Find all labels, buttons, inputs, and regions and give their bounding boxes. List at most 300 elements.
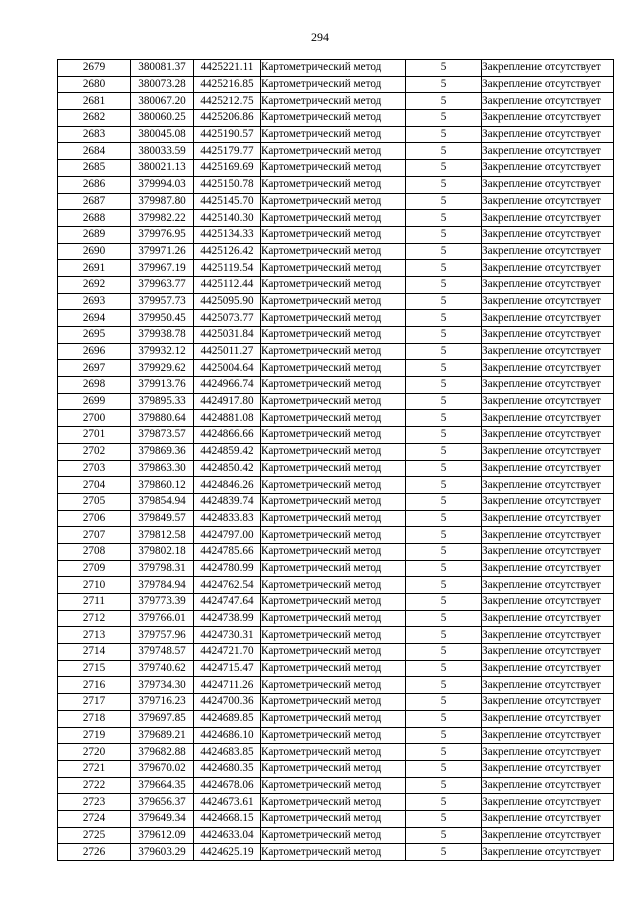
point-number-cell: 2707 — [58, 527, 131, 544]
table-row — [58, 310, 614, 327]
accuracy-cell: 5 — [406, 727, 482, 744]
y-coordinate-cell: 4424762.54 — [194, 577, 261, 594]
accuracy-cell: 5 — [406, 694, 482, 711]
accuracy-cell: 5 — [406, 343, 482, 360]
table-row — [58, 510, 614, 527]
accuracy-cell: 5 — [406, 377, 482, 394]
y-coordinate-cell: 4425126.42 — [194, 243, 261, 260]
y-coordinate-cell: 4424721.70 — [194, 644, 261, 661]
table-row — [58, 360, 614, 377]
table-row — [58, 760, 614, 777]
fixing-cell: Закрепление отсутствует — [482, 677, 614, 694]
x-coordinate-cell: 380021.13 — [131, 160, 194, 177]
y-coordinate-cell: 4425212.75 — [194, 93, 261, 110]
accuracy-cell: 5 — [406, 844, 482, 861]
table-row — [58, 293, 614, 310]
y-coordinate-cell: 4425140.30 — [194, 210, 261, 227]
table-row — [58, 844, 614, 861]
method-cell: Картометрический метод — [261, 560, 406, 577]
point-number-cell: 2710 — [58, 577, 131, 594]
method-cell: Картометрический метод — [261, 794, 406, 811]
y-coordinate-cell: 4424673.61 — [194, 794, 261, 811]
point-number-cell: 2688 — [58, 210, 131, 227]
accuracy-cell: 5 — [406, 427, 482, 444]
method-cell: Картометрический метод — [261, 493, 406, 510]
method-cell: Картометрический метод — [261, 110, 406, 127]
x-coordinate-cell: 379869.36 — [131, 443, 194, 460]
table-row — [58, 694, 614, 711]
y-coordinate-cell: 4425221.11 — [194, 60, 261, 77]
x-coordinate-cell: 379938.78 — [131, 327, 194, 344]
method-cell: Картометрический метод — [261, 410, 406, 427]
accuracy-cell: 5 — [406, 176, 482, 193]
fixing-cell: Закрепление отсутствует — [482, 794, 614, 811]
accuracy-cell: 5 — [406, 310, 482, 327]
y-coordinate-cell: 4424668.15 — [194, 810, 261, 827]
x-coordinate-cell: 379971.26 — [131, 243, 194, 260]
method-cell: Картометрический метод — [261, 427, 406, 444]
y-coordinate-cell: 4424738.99 — [194, 610, 261, 627]
fixing-cell: Закрепление отсутствует — [482, 594, 614, 611]
table-row — [58, 193, 614, 210]
x-coordinate-cell: 379734.30 — [131, 677, 194, 694]
point-number-cell: 2726 — [58, 844, 131, 861]
x-coordinate-cell: 379689.21 — [131, 727, 194, 744]
table-row — [58, 460, 614, 477]
y-coordinate-cell: 4424797.00 — [194, 527, 261, 544]
y-coordinate-cell: 4424785.66 — [194, 543, 261, 560]
fixing-cell: Закрепление отсутствует — [482, 260, 614, 277]
table-row — [58, 60, 614, 77]
method-cell: Картометрический метод — [261, 377, 406, 394]
accuracy-cell: 5 — [406, 560, 482, 577]
y-coordinate-cell: 4425179.77 — [194, 143, 261, 160]
method-cell: Картометрический метод — [261, 293, 406, 310]
method-cell: Картометрический метод — [261, 644, 406, 661]
x-coordinate-cell: 379929.62 — [131, 360, 194, 377]
y-coordinate-cell: 4425145.70 — [194, 193, 261, 210]
accuracy-cell: 5 — [406, 210, 482, 227]
method-cell: Картометрический метод — [261, 160, 406, 177]
fixing-cell: Закрепление отсутствует — [482, 727, 614, 744]
method-cell: Картометрический метод — [261, 710, 406, 727]
y-coordinate-cell: 4425073.77 — [194, 310, 261, 327]
method-cell: Картометрический метод — [261, 260, 406, 277]
x-coordinate-cell: 379773.39 — [131, 594, 194, 611]
method-cell: Картометрический метод — [261, 777, 406, 794]
point-number-cell: 2713 — [58, 627, 131, 644]
method-cell: Картометрический метод — [261, 510, 406, 527]
x-coordinate-cell: 379913.76 — [131, 377, 194, 394]
y-coordinate-cell: 4424747.64 — [194, 594, 261, 611]
accuracy-cell: 5 — [406, 760, 482, 777]
y-coordinate-cell: 4425134.33 — [194, 226, 261, 243]
method-cell: Картометрический метод — [261, 143, 406, 160]
method-cell: Картометрический метод — [261, 760, 406, 777]
point-number-cell: 2691 — [58, 260, 131, 277]
x-coordinate-cell: 379716.23 — [131, 694, 194, 711]
table-row — [58, 794, 614, 811]
fixing-cell: Закрепление отсутствует — [482, 527, 614, 544]
point-number-cell: 2708 — [58, 543, 131, 560]
table-row — [58, 276, 614, 293]
fixing-cell: Закрепление отсутствует — [482, 710, 614, 727]
table-row — [58, 126, 614, 143]
fixing-cell: Закрепление отсутствует — [482, 176, 614, 193]
method-cell: Картометрический метод — [261, 60, 406, 77]
x-coordinate-cell: 379784.94 — [131, 577, 194, 594]
fixing-cell: Закрепление отсутствует — [482, 510, 614, 527]
fixing-cell: Закрепление отсутствует — [482, 844, 614, 861]
method-cell: Картометрический метод — [261, 343, 406, 360]
y-coordinate-cell: 4425031.84 — [194, 327, 261, 344]
table-row — [58, 610, 614, 627]
x-coordinate-cell: 379812.58 — [131, 527, 194, 544]
x-coordinate-cell: 379957.73 — [131, 293, 194, 310]
accuracy-cell: 5 — [406, 60, 482, 77]
point-number-cell: 2705 — [58, 493, 131, 510]
method-cell: Картометрический метод — [261, 327, 406, 344]
table-row — [58, 493, 614, 510]
fixing-cell: Закрепление отсутствует — [482, 777, 614, 794]
y-coordinate-cell: 4424850.42 — [194, 460, 261, 477]
method-cell: Картометрический метод — [261, 226, 406, 243]
table-row — [58, 143, 614, 160]
y-coordinate-cell: 4425190.57 — [194, 126, 261, 143]
fixing-cell: Закрепление отсутствует — [482, 610, 614, 627]
fixing-cell: Закрепление отсутствует — [482, 443, 614, 460]
accuracy-cell: 5 — [406, 794, 482, 811]
point-number-cell: 2696 — [58, 343, 131, 360]
y-coordinate-cell: 4424711.26 — [194, 677, 261, 694]
table-row — [58, 710, 614, 727]
method-cell: Картометрический метод — [261, 827, 406, 844]
point-number-cell: 2682 — [58, 110, 131, 127]
y-coordinate-cell: 4424846.26 — [194, 477, 261, 494]
point-number-cell: 2700 — [58, 410, 131, 427]
x-coordinate-cell: 379740.62 — [131, 660, 194, 677]
fixing-cell: Закрепление отсутствует — [482, 110, 614, 127]
fixing-cell: Закрепление отсутствует — [482, 160, 614, 177]
fixing-cell: Закрепление отсутствует — [482, 243, 614, 260]
fixing-cell: Закрепление отсутствует — [482, 493, 614, 510]
accuracy-cell: 5 — [406, 443, 482, 460]
fixing-cell: Закрепление отсутствует — [482, 827, 614, 844]
x-coordinate-cell: 379656.37 — [131, 794, 194, 811]
x-coordinate-cell: 379798.31 — [131, 560, 194, 577]
table-row — [58, 527, 614, 544]
method-cell: Картометрический метод — [261, 193, 406, 210]
table-row — [58, 327, 614, 344]
method-cell: Картометрический метод — [261, 594, 406, 611]
x-coordinate-cell: 380060.25 — [131, 110, 194, 127]
accuracy-cell: 5 — [406, 327, 482, 344]
table-row — [58, 677, 614, 694]
table-row — [58, 410, 614, 427]
table-row — [58, 377, 614, 394]
x-coordinate-cell: 379976.95 — [131, 226, 194, 243]
point-number-cell: 2687 — [58, 193, 131, 210]
point-number-cell: 2698 — [58, 377, 131, 394]
x-coordinate-cell: 379682.88 — [131, 744, 194, 761]
point-number-cell: 2712 — [58, 610, 131, 627]
accuracy-cell: 5 — [406, 777, 482, 794]
point-number-cell: 2719 — [58, 727, 131, 744]
point-number-cell: 2690 — [58, 243, 131, 260]
point-number-cell: 2686 — [58, 176, 131, 193]
x-coordinate-cell: 379757.96 — [131, 627, 194, 644]
table-row — [58, 594, 614, 611]
method-cell: Картометрический метод — [261, 627, 406, 644]
x-coordinate-cell: 379802.18 — [131, 543, 194, 560]
method-cell: Картометрический метод — [261, 360, 406, 377]
y-coordinate-cell: 4425095.90 — [194, 293, 261, 310]
point-number-cell: 2693 — [58, 293, 131, 310]
point-number-cell: 2723 — [58, 794, 131, 811]
table-row — [58, 827, 614, 844]
point-number-cell: 2706 — [58, 510, 131, 527]
table-row — [58, 477, 614, 494]
point-number-cell: 2684 — [58, 143, 131, 160]
accuracy-cell: 5 — [406, 293, 482, 310]
accuracy-cell: 5 — [406, 143, 482, 160]
method-cell: Картометрический метод — [261, 310, 406, 327]
fixing-cell: Закрепление отсутствует — [482, 377, 614, 394]
fixing-cell: Закрепление отсутствует — [482, 460, 614, 477]
point-number-cell: 2704 — [58, 477, 131, 494]
x-coordinate-cell: 380067.20 — [131, 93, 194, 110]
method-cell: Картометрический метод — [261, 176, 406, 193]
point-number-cell: 2701 — [58, 427, 131, 444]
x-coordinate-cell: 379987.80 — [131, 193, 194, 210]
method-cell: Картометрический метод — [261, 393, 406, 410]
method-cell: Картометрический метод — [261, 477, 406, 494]
x-coordinate-cell: 379664.35 — [131, 777, 194, 794]
fixing-cell: Закрепление отсутствует — [482, 560, 614, 577]
point-number-cell: 2720 — [58, 744, 131, 761]
fixing-cell: Закрепление отсутствует — [482, 126, 614, 143]
point-number-cell: 2683 — [58, 126, 131, 143]
table-row — [58, 210, 614, 227]
x-coordinate-cell: 379863.30 — [131, 460, 194, 477]
fixing-cell: Закрепление отсутствует — [482, 93, 614, 110]
accuracy-cell: 5 — [406, 660, 482, 677]
fixing-cell: Закрепление отсутствует — [482, 76, 614, 93]
point-number-cell: 2717 — [58, 694, 131, 711]
y-coordinate-cell: 4424730.31 — [194, 627, 261, 644]
fixing-cell: Закрепление отсутствует — [482, 660, 614, 677]
table-row — [58, 810, 614, 827]
x-coordinate-cell: 379873.57 — [131, 427, 194, 444]
accuracy-cell: 5 — [406, 744, 482, 761]
accuracy-cell: 5 — [406, 126, 482, 143]
accuracy-cell: 5 — [406, 644, 482, 661]
point-number-cell: 2699 — [58, 393, 131, 410]
y-coordinate-cell: 4424715.47 — [194, 660, 261, 677]
method-cell: Картометрический метод — [261, 844, 406, 861]
y-coordinate-cell: 4425169.69 — [194, 160, 261, 177]
fixing-cell: Закрепление отсутствует — [482, 226, 614, 243]
table-row — [58, 744, 614, 761]
method-cell: Картометрический метод — [261, 93, 406, 110]
method-cell: Картометрический метод — [261, 460, 406, 477]
fixing-cell: Закрепление отсутствует — [482, 193, 614, 210]
table-row — [58, 243, 614, 260]
y-coordinate-cell: 4424689.85 — [194, 710, 261, 727]
fixing-cell: Закрепление отсутствует — [482, 210, 614, 227]
method-cell: Картометрический метод — [261, 76, 406, 93]
y-coordinate-cell: 4424866.66 — [194, 427, 261, 444]
point-number-cell: 2695 — [58, 327, 131, 344]
method-cell: Картометрический метод — [261, 694, 406, 711]
y-coordinate-cell: 4424633.04 — [194, 827, 261, 844]
fixing-cell: Закрепление отсутствует — [482, 644, 614, 661]
x-coordinate-cell: 380073.28 — [131, 76, 194, 93]
table-row — [58, 660, 614, 677]
table-row — [58, 393, 614, 410]
accuracy-cell: 5 — [406, 477, 482, 494]
method-cell: Картометрический метод — [261, 243, 406, 260]
accuracy-cell: 5 — [406, 594, 482, 611]
table-row — [58, 443, 614, 460]
fixing-cell: Закрепление отсутствует — [482, 276, 614, 293]
table-row — [58, 644, 614, 661]
accuracy-cell: 5 — [406, 160, 482, 177]
x-coordinate-cell: 380033.59 — [131, 143, 194, 160]
y-coordinate-cell: 4424881.08 — [194, 410, 261, 427]
fixing-cell: Закрепление отсутствует — [482, 343, 614, 360]
x-coordinate-cell: 379849.57 — [131, 510, 194, 527]
method-cell: Картометрический метод — [261, 660, 406, 677]
point-number-cell: 2702 — [58, 443, 131, 460]
page-number: 294 — [311, 30, 329, 44]
method-cell: Картометрический метод — [261, 276, 406, 293]
point-number-cell: 2718 — [58, 710, 131, 727]
table-row — [58, 176, 614, 193]
accuracy-cell: 5 — [406, 577, 482, 594]
y-coordinate-cell: 4424966.74 — [194, 377, 261, 394]
x-coordinate-cell: 379895.33 — [131, 393, 194, 410]
fixing-cell: Закрепление отсутствует — [482, 143, 614, 160]
table-row — [58, 543, 614, 560]
x-coordinate-cell: 379670.02 — [131, 760, 194, 777]
x-coordinate-cell: 379612.09 — [131, 827, 194, 844]
x-coordinate-cell: 379982.22 — [131, 210, 194, 227]
y-coordinate-cell: 4425216.85 — [194, 76, 261, 93]
point-number-cell: 2714 — [58, 644, 131, 661]
x-coordinate-cell: 379963.77 — [131, 276, 194, 293]
method-cell: Картометрический метод — [261, 527, 406, 544]
table-row — [58, 560, 614, 577]
y-coordinate-cell: 4424625.19 — [194, 844, 261, 861]
y-coordinate-cell: 4424686.10 — [194, 727, 261, 744]
y-coordinate-cell: 4425206.86 — [194, 110, 261, 127]
point-number-cell: 2721 — [58, 760, 131, 777]
x-coordinate-cell: 379603.29 — [131, 844, 194, 861]
method-cell: Картометрический метод — [261, 577, 406, 594]
table-row — [58, 427, 614, 444]
fixing-cell: Закрепление отсутствует — [482, 627, 614, 644]
accuracy-cell: 5 — [406, 543, 482, 560]
point-number-cell: 2715 — [58, 660, 131, 677]
table-row — [58, 260, 614, 277]
accuracy-cell: 5 — [406, 610, 482, 627]
y-coordinate-cell: 4424678.06 — [194, 777, 261, 794]
fixing-cell: Закрепление отсутствует — [482, 327, 614, 344]
table-row — [58, 93, 614, 110]
accuracy-cell: 5 — [406, 226, 482, 243]
method-cell: Картометрический метод — [261, 443, 406, 460]
accuracy-cell: 5 — [406, 627, 482, 644]
accuracy-cell: 5 — [406, 93, 482, 110]
point-number-cell: 2722 — [58, 777, 131, 794]
table-row — [58, 343, 614, 360]
y-coordinate-cell: 4425112.44 — [194, 276, 261, 293]
point-number-cell: 2692 — [58, 276, 131, 293]
y-coordinate-cell: 4424680.35 — [194, 760, 261, 777]
fixing-cell: Закрепление отсутствует — [482, 477, 614, 494]
y-coordinate-cell: 4424833.83 — [194, 510, 261, 527]
accuracy-cell: 5 — [406, 510, 482, 527]
accuracy-cell: 5 — [406, 827, 482, 844]
table-row — [58, 226, 614, 243]
accuracy-cell: 5 — [406, 527, 482, 544]
y-coordinate-cell: 4424839.74 — [194, 493, 261, 510]
table-row — [58, 727, 614, 744]
accuracy-cell: 5 — [406, 677, 482, 694]
accuracy-cell: 5 — [406, 810, 482, 827]
method-cell: Картометрический метод — [261, 126, 406, 143]
point-number-cell: 2681 — [58, 93, 131, 110]
fixing-cell: Закрепление отсутствует — [482, 760, 614, 777]
point-number-cell: 2709 — [58, 560, 131, 577]
y-coordinate-cell: 4424700.36 — [194, 694, 261, 711]
point-number-cell: 2725 — [58, 827, 131, 844]
coordinates-table — [57, 59, 614, 861]
y-coordinate-cell: 4424917.80 — [194, 393, 261, 410]
fixing-cell: Закрепление отсутствует — [482, 694, 614, 711]
accuracy-cell: 5 — [406, 493, 482, 510]
accuracy-cell: 5 — [406, 710, 482, 727]
point-number-cell: 2689 — [58, 226, 131, 243]
method-cell: Картометрический метод — [261, 744, 406, 761]
point-number-cell: 2724 — [58, 810, 131, 827]
table-row — [58, 777, 614, 794]
x-coordinate-cell: 379950.45 — [131, 310, 194, 327]
accuracy-cell: 5 — [406, 110, 482, 127]
method-cell: Картометрический метод — [261, 210, 406, 227]
x-coordinate-cell: 379967.19 — [131, 260, 194, 277]
method-cell: Картометрический метод — [261, 810, 406, 827]
accuracy-cell: 5 — [406, 260, 482, 277]
y-coordinate-cell: 4425119.54 — [194, 260, 261, 277]
accuracy-cell: 5 — [406, 243, 482, 260]
fixing-cell: Закрепление отсутствует — [482, 360, 614, 377]
y-coordinate-cell: 4424859.42 — [194, 443, 261, 460]
point-number-cell: 2694 — [58, 310, 131, 327]
accuracy-cell: 5 — [406, 276, 482, 293]
point-number-cell: 2679 — [58, 60, 131, 77]
table-row — [58, 110, 614, 127]
table-body — [58, 60, 614, 861]
method-cell: Картометрический метод — [261, 727, 406, 744]
accuracy-cell: 5 — [406, 393, 482, 410]
method-cell: Картометрический метод — [261, 543, 406, 560]
y-coordinate-cell: 4424683.85 — [194, 744, 261, 761]
method-cell: Картометрический метод — [261, 610, 406, 627]
accuracy-cell: 5 — [406, 410, 482, 427]
x-coordinate-cell: 379649.34 — [131, 810, 194, 827]
